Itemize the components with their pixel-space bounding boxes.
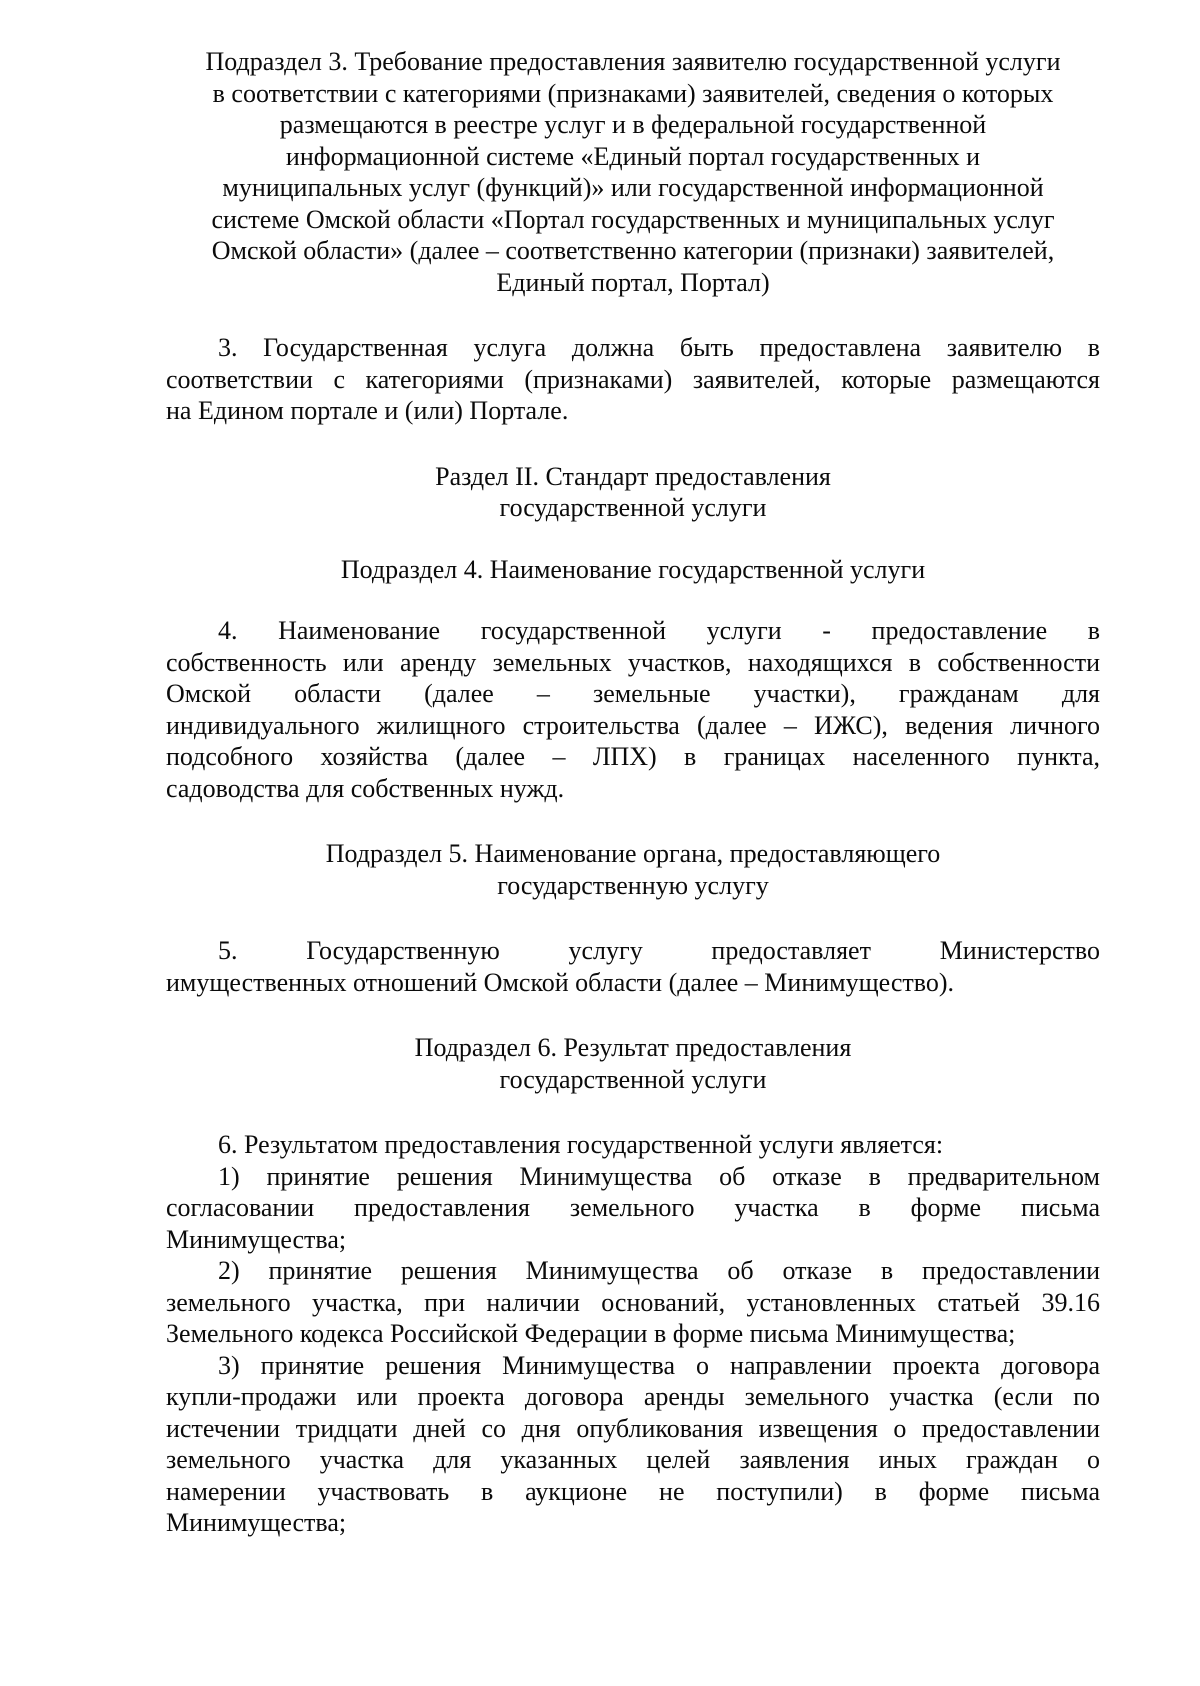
paragraph-line: Земельного кодекса Российской Федерации в форме письма Минимущества; xyxy=(166,1319,1016,1348)
paragraph-line: 1) принятие решения Минимущества об отказе в предварительном xyxy=(218,1161,1100,1191)
paragraph-line: 2) принятие решения Минимущества об отказе в предоставлении xyxy=(218,1256,1100,1285)
paragraph-5 xyxy=(166,935,1100,998)
paragraph-line: купли-продажи или проекта договора аренды земельного участка (если по xyxy=(166,1382,1100,1411)
title-line: Подраздел 6. Результат предоставления xyxy=(414,1033,852,1062)
paragraph-line: земельного участка, при наличии оснований, установленных статьей 39.16 xyxy=(166,1287,1100,1317)
title-line: Подраздел 3. Требование предоставления заявителю государственной услуги xyxy=(205,47,1061,76)
title-line: Подраздел 4. Наименование государственной услуги xyxy=(340,554,926,584)
section-2-title xyxy=(166,461,1100,524)
title-line: Омской области» (далее – соответственно категории (признаки) заявителей, xyxy=(211,236,1055,265)
subsection-3-title xyxy=(166,46,1100,298)
paragraph-line: на Едином портале и (или) Портале. xyxy=(166,396,569,425)
title-line: государственную услугу xyxy=(497,870,769,900)
paragraph-line: Минимущества; xyxy=(166,1508,347,1537)
paragraph-4 xyxy=(166,615,1100,804)
paragraph-line: 3) принятие решения Минимущества о направлении проекта договора xyxy=(218,1350,1100,1380)
paragraph-line: 5. Государственную услугу предоставляет Министерство xyxy=(218,936,1100,965)
title-line: государственной услуги xyxy=(499,1064,767,1094)
paragraph-line: индивидуального жилищного строительства (далее – ИЖС), ведения личного xyxy=(166,710,1100,740)
paragraph-line: 6. Результатом предоставления государственной услуги является: xyxy=(218,1130,944,1159)
result-item-3 xyxy=(166,1350,1100,1539)
paragraph-line: согласовании предоставления земельного участка в форме письма xyxy=(166,1193,1100,1222)
title-line: Единый портал, Портал) xyxy=(496,267,770,297)
title-line: государственной услуги xyxy=(499,493,767,522)
result-item-2 xyxy=(166,1255,1100,1350)
paragraph-line: истечении тридцати дней со дня опубликования извещения о предоставлении xyxy=(166,1413,1100,1443)
title-line: муниципальных услуг (функций)» или государственной информационной xyxy=(222,173,1044,202)
subsection-6-title xyxy=(166,1032,1100,1095)
paragraph-line: соответствии с категориями (признаками) заявителей, которые размещаются xyxy=(166,364,1100,394)
paragraph-line: намерении участвовать в аукционе не поступили) в форме письма xyxy=(166,1476,1100,1506)
paragraph-line: имущественных отношений Омской области (далее – Минимущество). xyxy=(166,967,954,997)
paragraph-line: 3. Государственная услуга должна быть предоставлена заявителю в xyxy=(218,333,1100,362)
title-line: в соответствии с категориями (признаками) заявителей, сведения о которых xyxy=(212,78,1054,108)
title-line: системе Омской области «Портал государственных и муниципальных услуг xyxy=(211,204,1055,234)
title-line: Раздел II. Стандарт предоставления xyxy=(435,461,831,491)
title-line: Подраздел 5. Наименование органа, предоставляющего xyxy=(325,839,941,868)
paragraph-line: Минимущества; xyxy=(166,1224,347,1254)
paragraph-3 xyxy=(166,332,1100,427)
paragraph-line: собственность или аренду земельных участков, находящихся в собственности xyxy=(166,647,1100,677)
title-line: размещаются в реестре услуг и в федеральной государственной xyxy=(279,110,987,139)
title-line: информационной системе «Единый портал государственных и xyxy=(285,141,981,171)
paragraph-line: 4. Наименование государственной услуги - предоставление в xyxy=(218,616,1100,645)
subsection-5-title xyxy=(166,838,1100,901)
paragraph-6-intro xyxy=(166,1129,1100,1161)
result-item-1 xyxy=(166,1161,1100,1256)
paragraph-line: подсобного хозяйства (далее – ЛПХ) в границах населенного пункта, xyxy=(166,742,1100,771)
subsection-4-title xyxy=(166,554,1100,586)
paragraph-line: Омской области (далее – земельные участки), гражданам для xyxy=(166,679,1100,708)
paragraph-line: земельного участка для указанных целей заявления иных граждан о xyxy=(166,1445,1100,1474)
paragraph-line: садоводства для собственных нужд. xyxy=(166,773,565,803)
